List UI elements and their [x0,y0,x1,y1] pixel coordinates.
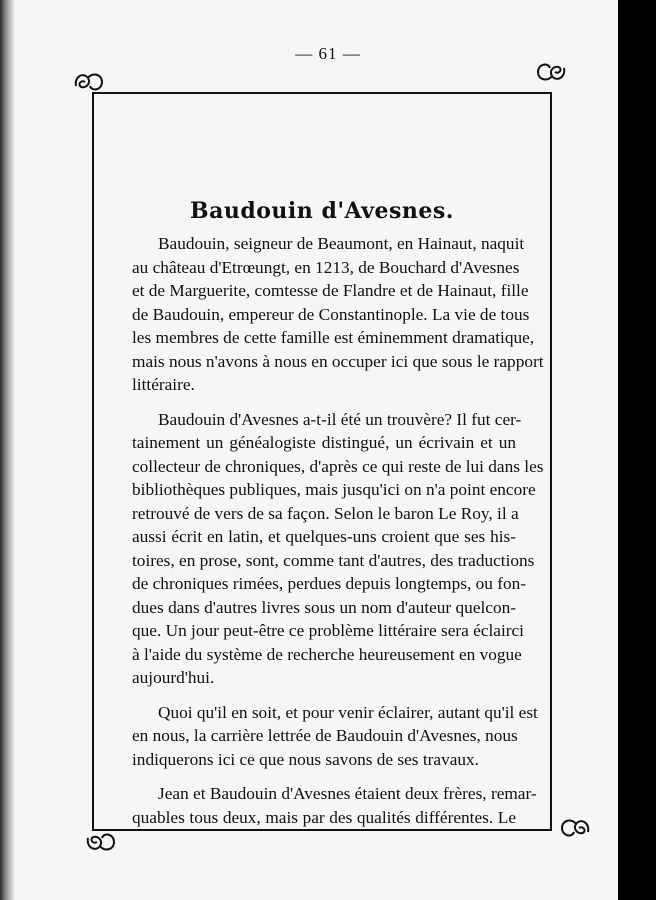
text-line: Baudouin d'Avesnes a-t-il été un trouvère? Il fut cer- [158,409,522,429]
text-line: que. Un jour peut-être ce problème littéraire sera éclairci [132,621,524,640]
text-line: et de Marguerite, comtesse de Flandre et de Hainaut, fille [132,281,529,300]
scroll-flourish-icon [534,58,568,86]
text-line: tainement un généalogiste distingué, un écrivain et un [132,433,516,452]
text-line: littéraire. [132,375,195,394]
paragraph-gap [132,690,516,701]
text-line: toires, en prose, sont, comme tant d'autres, des traductions [132,550,535,570]
text-line: retrouvé de vers de sa façon. Selon le baron Le Roy, il a [132,503,519,523]
text-line: les membres de cette famille est éminemment dramatique, [132,328,535,347]
text-line: bibliothèques publiques, mais jusqu'ici on n'a point encore [132,480,536,499]
text-line: Jean et Baudouin d'Avesnes étaient deux frères, remar- [158,784,537,803]
body-text [132,232,544,829]
text-line: mais nous n'avons à nous en occuper ici que sous le rapport [132,351,544,371]
page-number: — 61 — [295,44,361,63]
text-line: collecteur de chroniques, d'après ce qui reste de lui dans les [132,456,544,476]
text-line: aujourd'hui. [132,668,215,687]
text-line: aussi écrit en latin, et quelques-uns croient que ses his- [132,527,516,546]
paragraph-gap [132,771,516,782]
text-line: indiquerons ici ce que nous savons de ses travaux. [132,749,479,769]
page-gutter-shadow [0,0,14,900]
text-line: de Baudouin, empereur de Constantinople. La vie de tous [132,304,530,324]
text-line: de chroniques rimées, perdues depuis longtemps, ou fon- [132,574,527,593]
scroll-flourish-icon [72,68,106,96]
text-line: à l'aide du système de recherche heureusement en vogue [132,644,522,664]
text-line: dues dans d'autres livres sous un nom d'auteur quelcon- [132,597,516,617]
text-line: Quoi qu'il en soit, et pour venir éclairer, autant qu'il est [158,702,538,722]
text-line: quables tous deux, mais par des qualités différentes. Le [132,807,516,827]
scroll-flourish-icon [84,828,118,856]
text-line: en nous, la carrière lettrée de Baudouin d'Avesnes, nous [132,726,518,745]
paragraph-gap [132,397,516,408]
text-line: Baudouin, seigneur de Beaumont, en Hainaut, naquit [158,234,525,253]
scroll-flourish-icon [558,814,592,842]
chapter-title: Baudouin d'Avesnes. [190,198,454,224]
text-line: au château d'Etrœungt, en 1213, de Bouchard d'Avesnes [132,257,520,277]
